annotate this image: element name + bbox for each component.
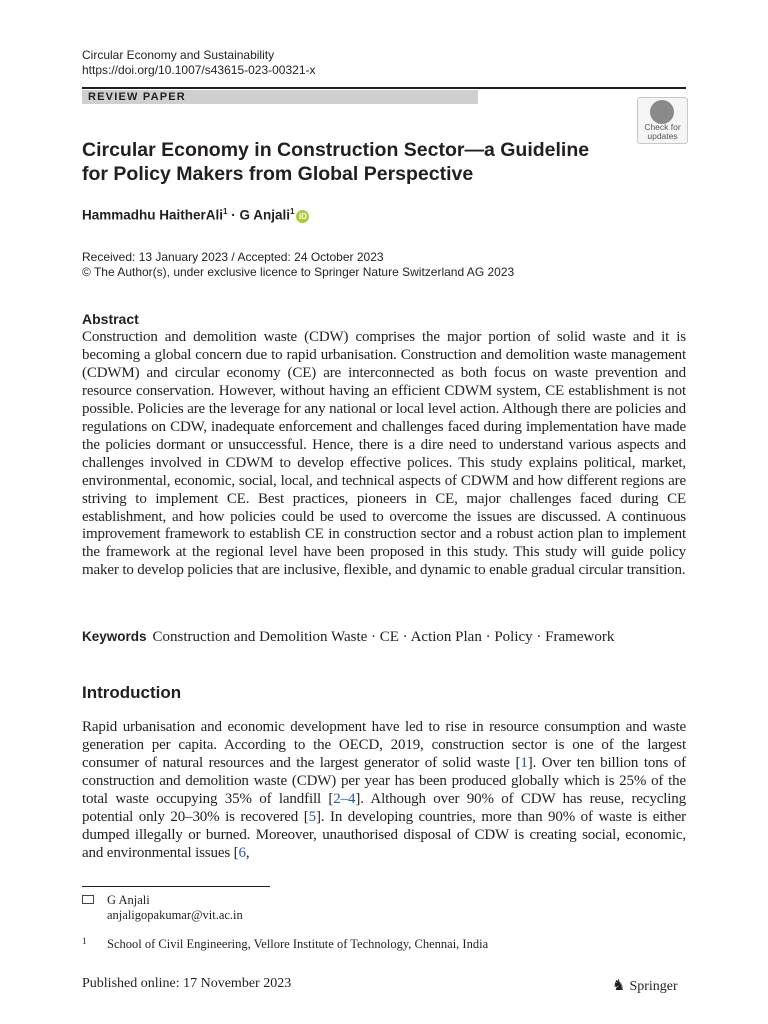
footnote-rule [82,886,270,887]
published-date: Published online: 17 November 2023 [82,976,292,991]
affiliation-mark: 1 [223,207,228,216]
publisher-logo [612,976,678,995]
keywords-list: Construction and Demolition Waste · CE · Action Plan · Policy · Framework [152,629,615,645]
article-dates [82,250,514,280]
affiliation-number: 1 [82,936,87,946]
author-name[interactable]: Hammadhu HaitherAli [82,207,224,223]
paper-title [82,138,622,186]
check-updates-line1: Check for [644,122,681,132]
author-list [82,207,309,223]
keywords-row [82,629,686,646]
springer-horse-icon: ♞ [612,978,626,994]
introduction-text: Rapid urbanisation and economic development have led to rise in resource consumption and waste generation per capita. According to the OECD, 2019, construction sector is one of the largest consumer of natural resources and the largest generator of solid waste [1]. Over ten billion tons of construction and demolition waste (CDW) per year has been produced globally which is 25% of the total waste occupying 35% of landfill [2–4]. Although over 90% of CDW has reuse, recycling potential only 20–30% is recovered [5]. In developing countries, more than 90% of waste is either dumped illegally or burned. Moreover, unauthorised disposal of CDW is creating social, economic, and environmental issues [6, [82,719,686,861]
title-line-2: for Policy Makers from Global Perspective [82,163,474,185]
header-rule [82,87,686,89]
orcid-icon[interactable]: iD [296,210,309,223]
journal-header [82,48,316,78]
check-updates-line2: updates [647,131,678,141]
corresponding-author-name: G Anjali [107,893,150,907]
check-for-updates-button[interactable] [637,97,688,144]
abstract-heading: Abstract [82,311,139,327]
title-line-1: Circular Economy in Construction Sector—a Guideline [82,139,590,161]
citation-link[interactable]: 2–4 [333,790,356,807]
citation-link[interactable]: 6 [238,844,246,861]
copyright-line: © The Author(s), under exclusive licence to Springer Nature Switzerland AG 2023 [82,265,515,279]
article-type-badge: REVIEW PAPER [82,90,478,104]
affiliation-text: School of Civil Engineering, Vellore Institute of Technology, Chennai, India [107,937,489,951]
keywords-label: Keywords [82,629,147,644]
received-accepted-dates: Received: 13 January 2023 / Accepted: 24 October 2023 [82,250,384,264]
doi-link[interactable]: https://doi.org/10.1007/s43615-023-00321-x [82,63,316,77]
citation-link[interactable]: 5 [308,808,316,825]
affiliation-mark: 1 [290,207,295,216]
author-separator: · [227,207,240,223]
check-updates-icon [650,100,674,124]
envelope-icon [82,895,94,904]
introduction-heading: Introduction [82,683,182,702]
corresponding-author-email[interactable]: anjaligopakumar@vit.ac.in [107,908,243,922]
journal-name: Circular Economy and Sustainability [82,48,275,62]
abstract-text: Construction and demolition waste (CDW) comprises the major portion of solid waste and it is becoming a global concern due to rapid urbanisation. Construction and demolition waste management (CDWM) and circular economy (CE) are interconnected as both focus on waste prevention and resource conservation. However, without having an efficient CDWM system, CE establishment is not possible. Policies are the leverage for any national or local level action. Although there are policies and regulations on CDW, inadequate enforcement and challenges faced during implementation have made the policies dormant or unsuccessful. Hence, there is a dire need to understand various aspects and challenges involved in CDWM to develop effective polices. This study explains political, market, environmental, economic, social, local, and technical aspects of CDWM and how different regions are striving to implement CE. Best practices, pioneers in CE, major challenges faced during CE establishment, and how policies could be used to overcome the issues are discussed. A continuous improvement framework to establish CE in construction sector and a robust action plan to implement the framework at the regional level have been proposed in this study. This study will guide policy maker to develop policies that are inclusive, flexible, and dynamic to enable gradual circular transition. [82,329,686,579]
publisher-name: Springer [629,979,678,994]
author-name[interactable]: G Anjali [239,207,290,223]
citation-link[interactable]: 1 [520,754,528,771]
